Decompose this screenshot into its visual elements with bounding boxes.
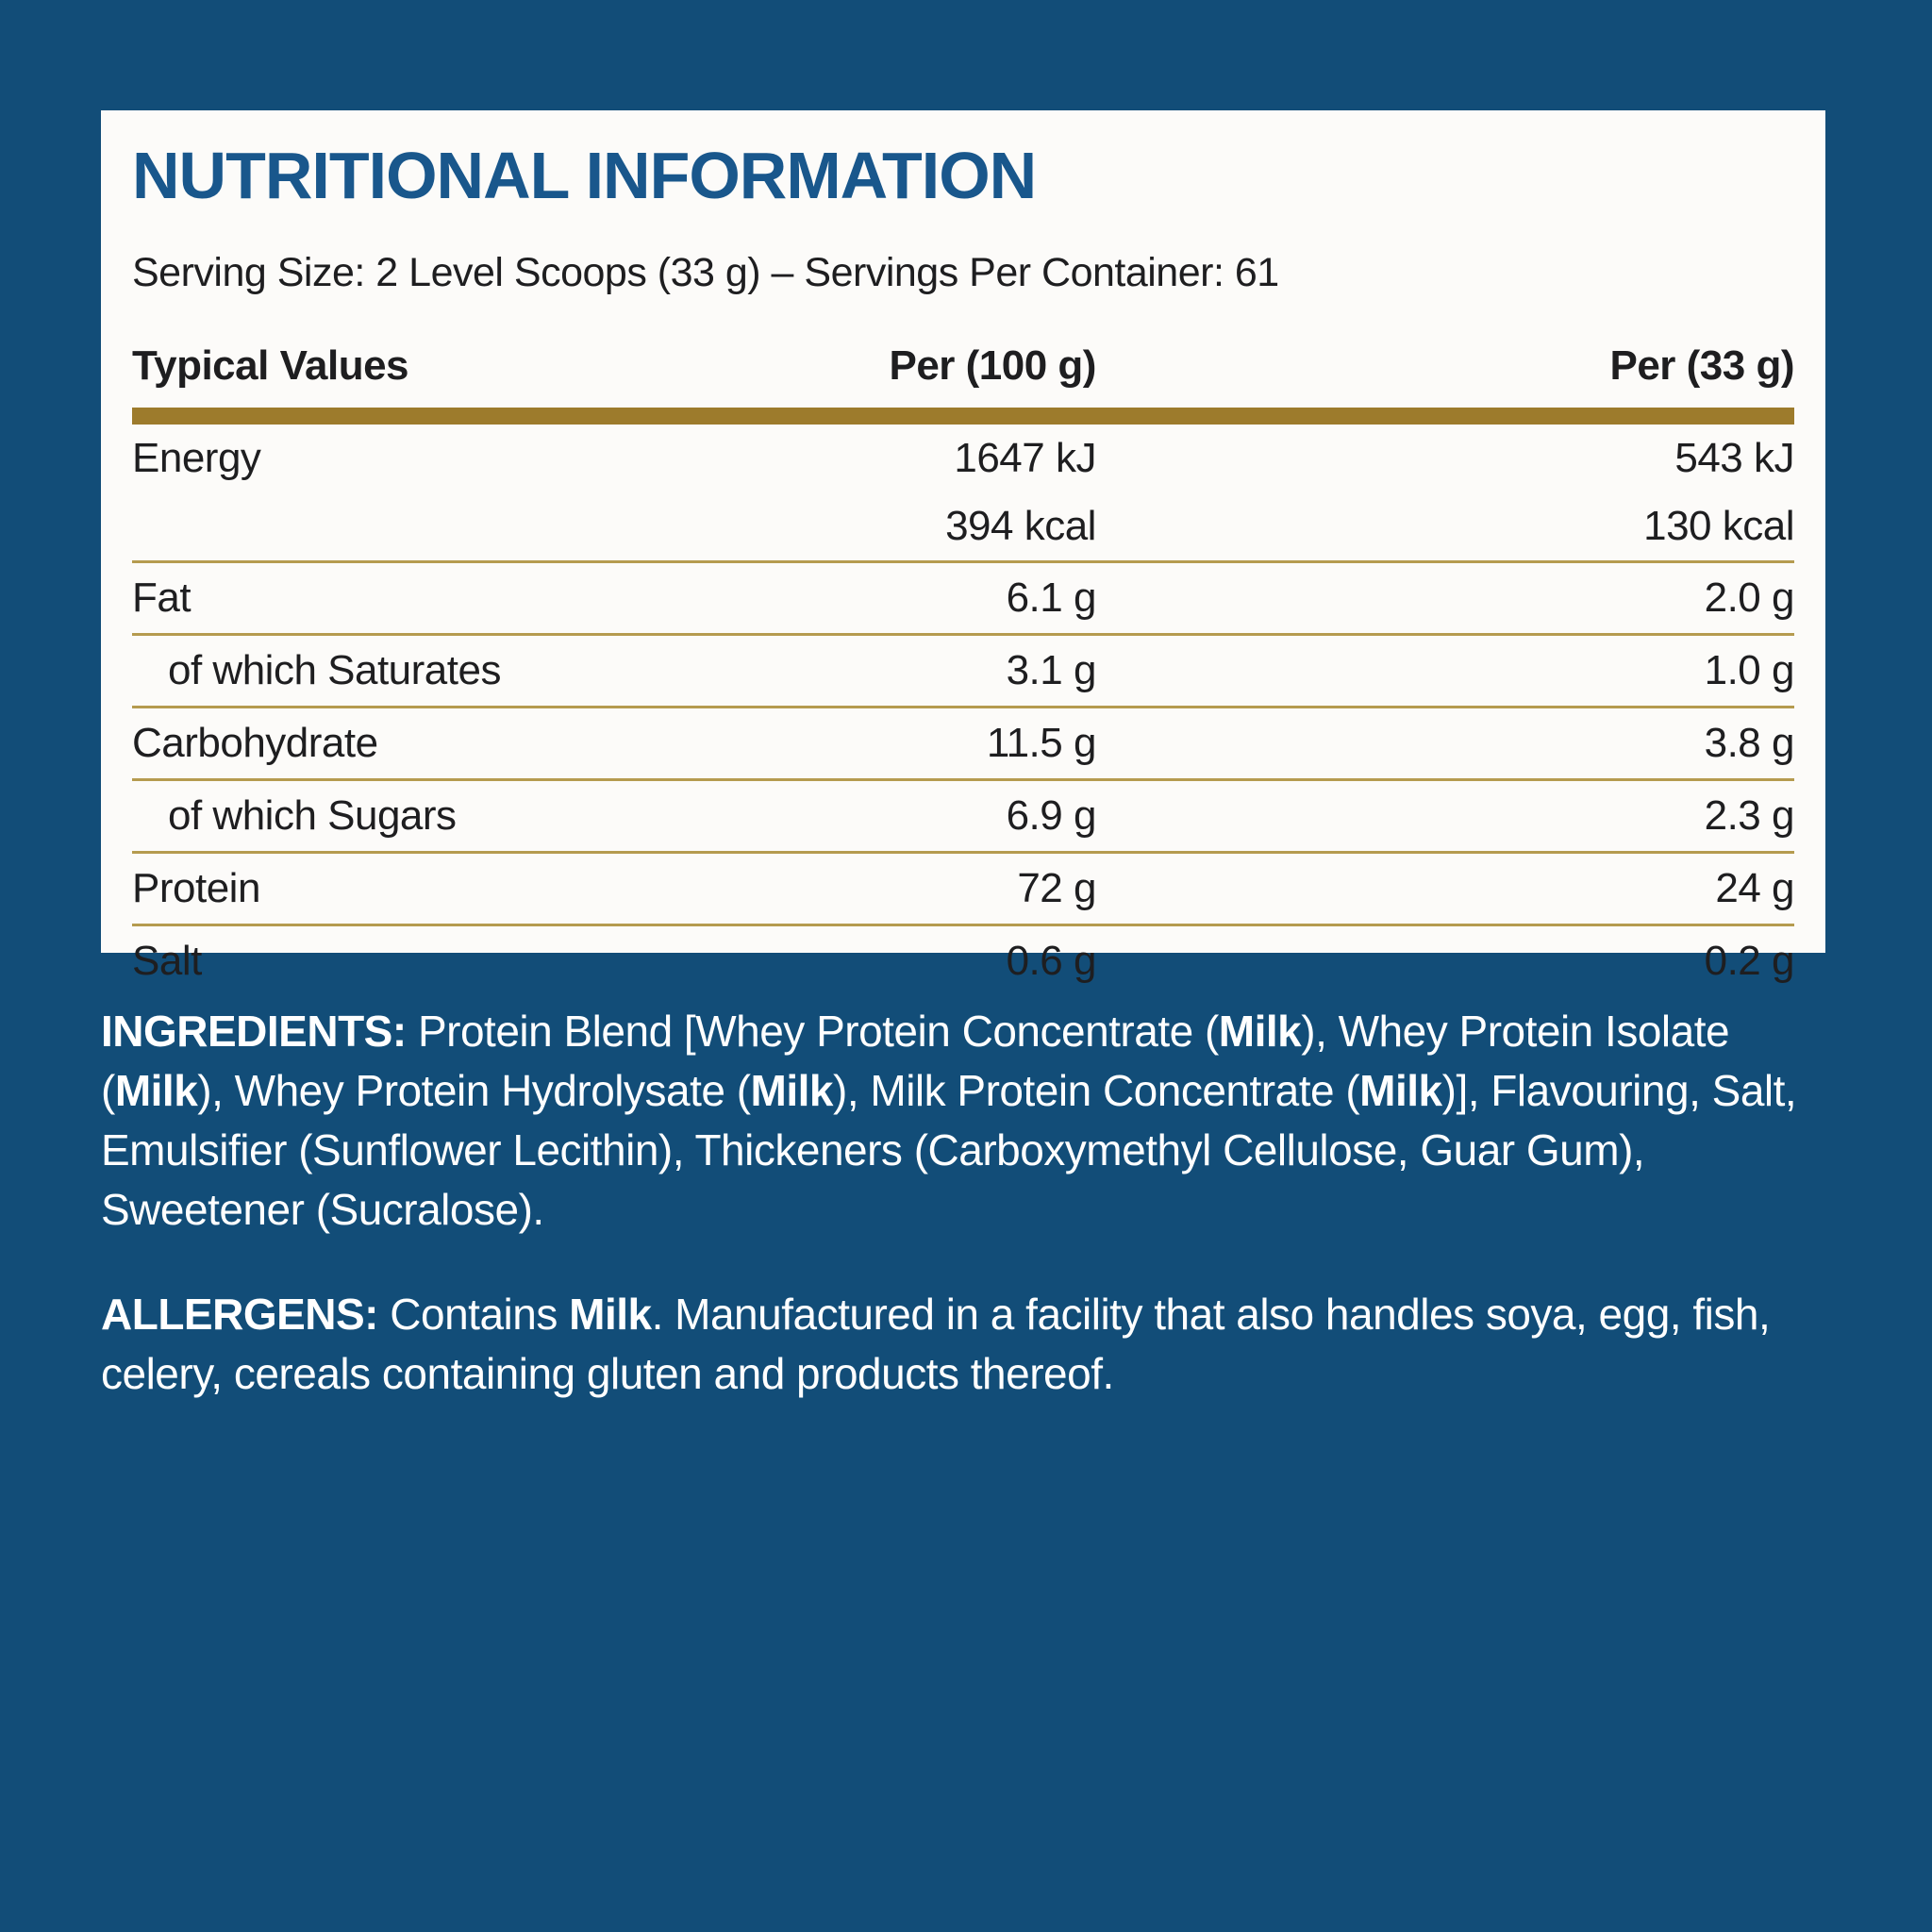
row-value-per33: 0.2 g [1704, 938, 1794, 984]
row-value-per100: 11.5 g [986, 720, 1096, 766]
text-segment: ), Whey Protein Hydrolysate ( [197, 1066, 751, 1115]
table-row-fat [132, 563, 1794, 636]
nutrition-table [132, 340, 1794, 996]
column-header-typical-values: Typical Values [132, 342, 409, 389]
row-value-per33: 130 kcal [1643, 503, 1794, 549]
table-row-carbohydrate [132, 708, 1794, 781]
text-segment: ), Whey Protein Isolate ( [101, 1007, 1730, 1115]
serving-size-line [132, 250, 1794, 296]
row-label: Salt [132, 938, 202, 984]
table-header-row [132, 340, 1794, 392]
row-label: Energy [132, 435, 261, 481]
row-value-per33: 543 kJ [1674, 435, 1794, 481]
text-segment: Protein Blend [Whey Protein Concentrate ( [417, 1007, 1219, 1056]
row-label: Protein [132, 865, 260, 911]
text-segment: Servings Per Container: [804, 250, 1224, 295]
row-value-per33: 2.3 g [1704, 792, 1794, 839]
text-segment: Milk [1359, 1066, 1442, 1115]
row-label: Fat [132, 575, 192, 621]
text-segment: . Manufactured in a facility that also handles soya, egg, fish, celery, cereals containing gluten and products thereof. [101, 1290, 1771, 1398]
table-row-saturates [132, 636, 1794, 708]
row-value-per33: 24 g [1715, 865, 1794, 911]
row-value-per33: 1.0 g [1704, 647, 1794, 693]
table-row-sugars [132, 781, 1794, 854]
text-segment: Milk [114, 1066, 198, 1115]
row-value-per100: 0.6 g [1006, 938, 1096, 984]
gold-rule [132, 408, 1794, 425]
text-segment: Milk [1218, 1007, 1302, 1056]
text-segment: INGREDIENTS: [101, 1007, 418, 1056]
row-value-per100: 6.1 g [1006, 575, 1096, 621]
row-value-per33: 3.8 g [1704, 720, 1794, 766]
text-segment: Milk [569, 1290, 652, 1339]
table-row-protein [132, 854, 1794, 926]
nutrition-card [101, 110, 1825, 984]
table-row-energy-kj [132, 425, 1794, 492]
row-value-per100: 394 kcal [945, 503, 1096, 549]
ingredients-paragraph [101, 1002, 1841, 1240]
row-label: of which Saturates [168, 647, 501, 693]
allergens-paragraph [101, 1285, 1841, 1404]
text-segment: ALLERGENS: [101, 1290, 391, 1339]
row-value-per100: 72 g [1017, 865, 1096, 911]
column-header-per-100g: Per (100 g) [889, 342, 1096, 389]
text-segment: 2 Level Scoops (33 g) – [364, 250, 805, 295]
row-value-per100: 3.1 g [1006, 647, 1096, 693]
text-segment: Contains [390, 1290, 570, 1339]
text-segment: Serving Size: [132, 250, 365, 295]
row-value-per33: 2.0 g [1704, 575, 1794, 621]
row-value-per100: 1647 kJ [954, 435, 1096, 481]
table-row-energy-kcal [132, 492, 1794, 563]
row-value-per100: 6.9 g [1006, 792, 1096, 839]
column-header-per-33g: Per (33 g) [1609, 342, 1794, 389]
page-title: NUTRITIONAL INFORMATION [132, 139, 1037, 212]
row-label: Carbohydrate [132, 720, 378, 766]
text-segment: 61 [1224, 250, 1279, 295]
text-segment: ), Milk Protein Concentrate ( [833, 1066, 1360, 1115]
row-label: of which Sugars [168, 792, 457, 839]
text-segment: Milk [750, 1066, 834, 1115]
table-row-salt [132, 926, 1794, 996]
text-segment: )], Flavouring, Salt, Emulsifier (Sunflower Lecithin), Thickeners (Carboxymethyl Cellulose, Guar Gum), Sweetener (Sucralose). [101, 1066, 1797, 1234]
